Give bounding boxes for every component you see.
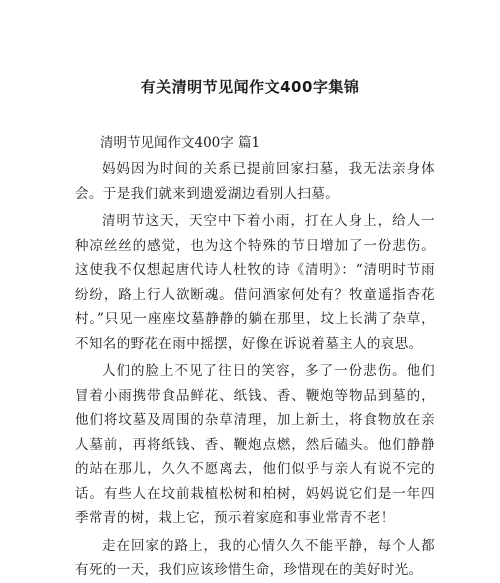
document-title: 有关清明节见闻作文400字集锦 (140, 78, 360, 96)
paragraph-1: 妈妈因为时间的关系已提前回家扫墓，我无法亲身体会。于是我们就来到遗爱湖边看别人扫墓。 (75, 161, 435, 202)
paragraph-2: 清明节这天，天空中下着小雨，打在人身上，给人一种凉丝丝的感觉，也为这个特殊的节日增加了一份悲伤。这使我不仅想起唐代诗人杜牧的诗《清明》：“清明时节雨纷纷，路上行人欲断魂。借问酒家何处有？牧童遥指杏花村。”只见一座座坟墓静静的躺在那里，坟上长满了杂草，不知名的野花在雨中摇摆，好像在诉说着墓主人的哀思。 (75, 213, 435, 352)
paragraph-3: 人们的脸上不见了往日的笑容，多了一份悲伤。他们冒着小雨携带食品鲜花、纸钱、香、鞭炮等物品到墓的，他们将坟墓及周围的杂草清理，加上新土，将食物放在亲人墓前，再将纸钱、香、鞭炮点燃，然后磕头。他们静静的站在那儿，久久不愿离去，他们似乎与亲人有说不完的话。有些人在坟前栽植松树和柏树，妈妈说它们是一年四季常青的树，栽上它，预示着家庭和事业常青不老！ (75, 363, 435, 526)
document-body (75, 130, 435, 583)
section-heading: 清明节见闻作文400字 篇1 (100, 135, 261, 151)
paragraph-4: 走在回家的路上，我的心情久久不能平静，每个人都有死的一天，我们应该珍惜生命，珍惜现在的美好时光。 (75, 537, 435, 578)
